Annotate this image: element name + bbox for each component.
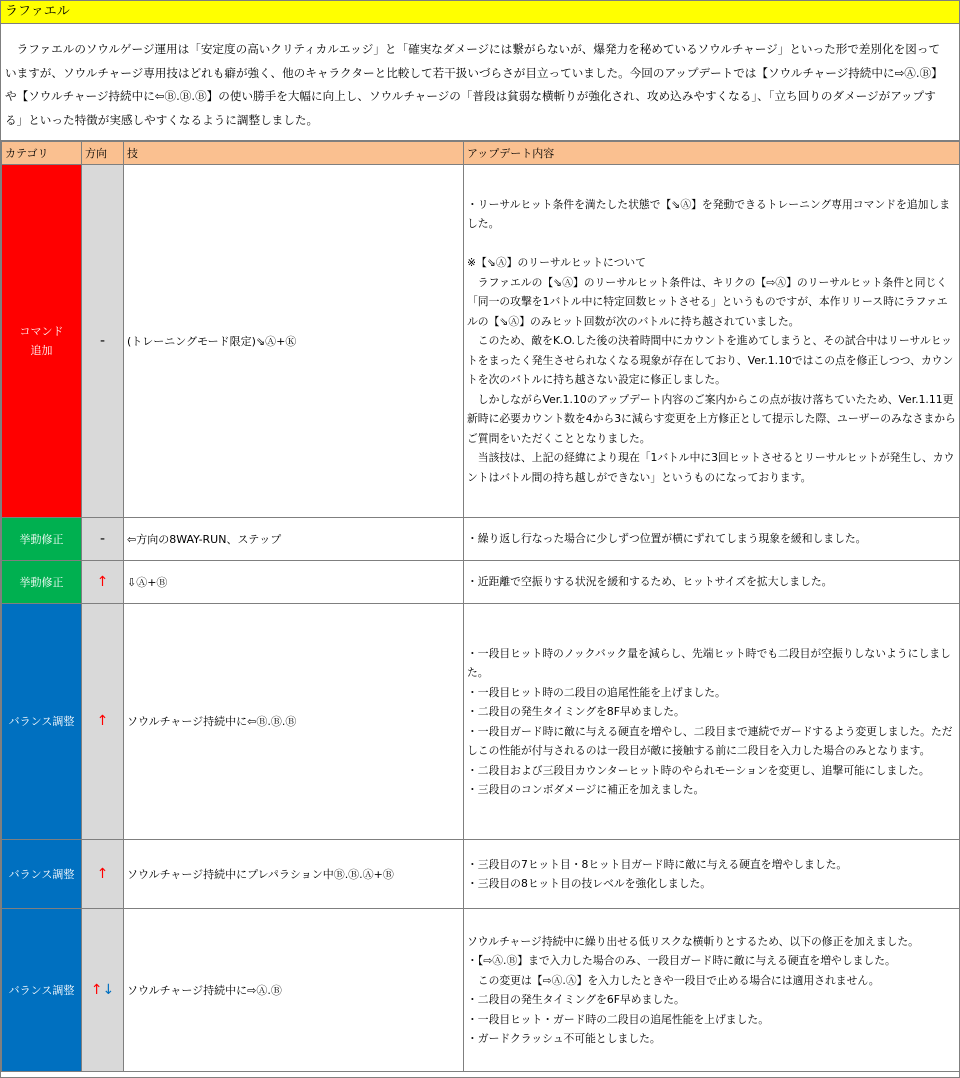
category-cell: バランス調整	[2, 909, 82, 1072]
content-line: ・二段目および三段目カウンターヒット時のやられモーションを変更し、追撃可能にしました。	[467, 763, 930, 777]
category-cell: 挙動修正	[2, 561, 82, 604]
content-line: ・リーサルヒット条件を満たした状態で【⇘Ⓐ】を発動できるトレーニング専用コマンドを追加しました。	[467, 197, 951, 231]
table-row	[2, 909, 960, 1072]
content-line: ラファエルの【⇘Ⓐ】のリーサルヒット条件は、キリクの【⇨Ⓐ】のリーサルヒット条件と同じく「同一の攻撃を1バトル中に特定回数ヒットさせる」というものですが、本作リリース時にラファエルの【⇘Ⓐ】のみヒット回数が次のバトルに持ち越されていました。	[467, 275, 948, 328]
content-line: ・一段目ガード時に敵に与える硬直を増やし、二段目まで連続でガードするよう変更しました。ただしこの性能が付与されるのは一段目が敵に接触する前に二段目を入力した場合のみとなります。	[467, 724, 953, 757]
content-cell	[464, 840, 960, 909]
character-title: ラファエル	[1, 1, 959, 24]
content-line: ・三段目の8ヒット目の技レベルを強化しました。	[467, 877, 712, 890]
content-line: この変更は【⇨Ⓐ.Ⓐ】を入力したときや一段目で止める場合には適用されません。	[477, 973, 880, 987]
content-line: ・一段目ヒット時のノックバック量を減らし、先端ヒット時でも二段目が空振りしないようにしました。	[467, 646, 951, 679]
content-line: ・二段目の発生タイミングを8F早めました。	[467, 705, 685, 718]
content-line: 当該技は、上記の経緯により現在「1バトル中に3回ヒットさせるとリーサルヒットが発生し、カウントはバトル間の持ち越しができない」というものになっております。	[467, 451, 955, 484]
content-line: このため、敵をK.O.した後の決着時間中にカウントを進めてしまうと、その試合中はリーサルヒットをまったく発生させられなくなる現象が存在しており、Ver.1.10ではこの点を修正しつつ、カウントを次のバトルに持ち越さない設定に修正しました。	[467, 334, 954, 387]
content-line: ・二段目の発生タイミングを6F早めました。	[467, 993, 685, 1006]
category-label-line2: 追加	[30, 344, 53, 357]
down-arrow-icon: ↓	[102, 981, 115, 998]
content-cell	[464, 165, 960, 518]
direction-cell: -	[82, 165, 124, 518]
direction-cell	[82, 604, 124, 840]
direction-cell	[82, 561, 124, 604]
header-category: カテゴリ	[2, 142, 82, 165]
table-header-row	[2, 142, 960, 165]
header-content: アップデート内容	[464, 142, 960, 165]
content-line: しかしながらVer.1.10のアップデート内容のご案内からこの点が抜け落ちていたため、Ver.1.11更新時に必要カウント数を4から3に減らす変更を上方修正として提示した際、ユーザーのみなさまからご質問をいただくこととなりました。	[467, 392, 956, 445]
move-cell: ⇩Ⓐ+Ⓑ	[124, 561, 464, 604]
content-cell	[464, 604, 960, 840]
content-line: ・繰り返し行なった場合に少しずつ位置が横にずれてしまう現象を緩和しました。	[467, 532, 867, 546]
move-cell: ソウルチャージ持続中にプレパラション中Ⓑ.Ⓑ.Ⓐ+Ⓑ	[124, 840, 464, 909]
up-arrow-icon: ↑	[90, 981, 103, 998]
move-cell: ⇦方向の8WAY-RUN、ステップ	[124, 518, 464, 561]
table-row	[2, 604, 960, 840]
content-line: ※【⇘Ⓐ】のリーサルヒットについて	[467, 256, 646, 270]
content-line: ・三段目のコンボダメージに補正を加えました。	[467, 783, 705, 796]
content-line: ・一段目ヒット・ガード時の二段目の追尾性能を上げました。	[467, 1012, 769, 1026]
category-cell: 挙動修正	[2, 518, 82, 561]
move-cell: ソウルチャージ持続中に⇨Ⓐ.Ⓑ	[124, 909, 464, 1072]
category-cell: バランス調整	[2, 604, 82, 840]
table-row	[2, 561, 960, 604]
content-cell	[464, 561, 960, 604]
direction-cell	[82, 909, 124, 1072]
direction-cell	[82, 840, 124, 909]
category-cell	[2, 165, 82, 518]
up-arrow-icon: ↑	[96, 573, 109, 590]
up-arrow-icon: ↑	[96, 713, 109, 729]
move-cell: (トレーニングモード限定)⇘Ⓐ+Ⓚ	[124, 165, 464, 518]
content-line: ・【⇨Ⓐ.Ⓑ】まで入力した場合のみ、一段目ガード時に敵に与える硬直を増やしました。	[467, 954, 896, 967]
update-table	[1, 141, 960, 1072]
table-row	[2, 518, 960, 561]
content-line-blank	[467, 234, 956, 254]
table-row	[2, 840, 960, 909]
content-line: ・ガードクラッシュ不可能としました。	[467, 1032, 661, 1045]
content-line: ・一段目ヒット時の二段目の追尾性能を上げました。	[467, 685, 726, 699]
intro-paragraph: ラファエルのソウルゲージ運用は「安定度の高いクリティカルエッジ」と「確実なダメージには繋がらないが、爆発力を秘めているソウルチャージ」といった形で差別化を図っていますが、ソウルチャージ専用技はどれも癖が強く、他のキャラクターと比較して若干扱いづらさが目立っていました。今回のアップデートでは【ソウルチャージ持続中に⇨Ⓐ.Ⓑ】や【ソウルチャージ持続中に⇦Ⓑ.Ⓑ.Ⓑ】の使い勝手を大幅に向上し、ソウルチャージの「普段は貧弱な横斬りが強化され、攻め込みやすくなる」、「立ち回りのダメージがアップする」といった特徴が実感しやすくなるように調整しました。	[1, 24, 959, 141]
content-cell	[464, 518, 960, 561]
header-direction: 方向	[82, 142, 124, 165]
content-line: ・三段目の7ヒット目・8ヒット目ガード時に敵に与える硬直を増やしました。	[467, 857, 848, 871]
category-cell: バランス調整	[2, 840, 82, 909]
header-move: 技	[124, 142, 464, 165]
up-arrow-icon: ↑	[96, 865, 109, 882]
move-cell: ソウルチャージ持続中に⇦Ⓑ.Ⓑ.Ⓑ	[124, 604, 464, 840]
content-cell	[464, 909, 960, 1072]
content-line: ・近距離で空振りする状況を緩和するため、ヒットサイズを拡大しました。	[467, 575, 833, 589]
table-row	[2, 165, 960, 518]
content-line: ソウルチャージ持続中に繰り出せる低リスクな横斬りとするため、以下の修正を加えました。	[467, 934, 919, 948]
direction-cell: -	[82, 518, 124, 561]
category-label-line1: コマンド	[19, 325, 64, 338]
